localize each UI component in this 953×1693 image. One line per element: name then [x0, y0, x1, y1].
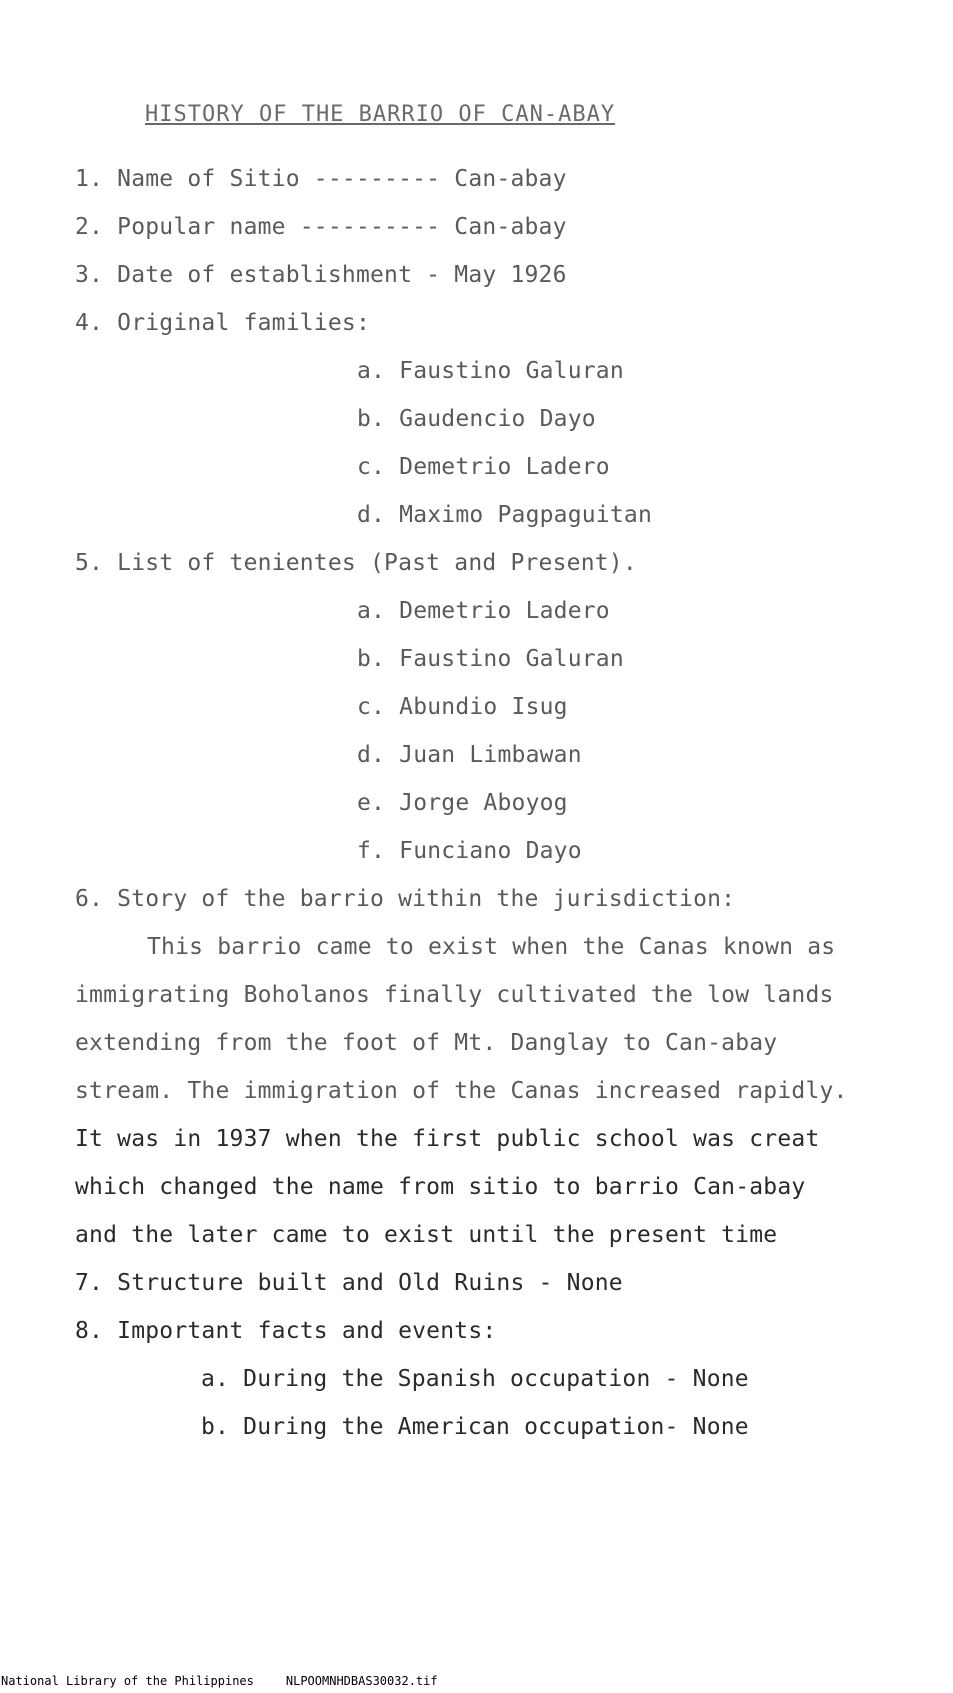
item-date-of-establishment: 3. Date of establishment - May 1926	[75, 262, 567, 288]
teniente-e: e. Jorge Aboyog	[357, 790, 568, 816]
story-line-5: It was in 1937 when the first public school was creat	[75, 1126, 820, 1152]
teniente-f: f. Funciano Dayo	[357, 838, 582, 864]
story-line-3: extending from the foot of Mt. Danglay to Can-abay	[75, 1030, 778, 1056]
scan-footer	[0, 1674, 953, 1688]
event-spanish-occupation: a. During the Spanish occupation - None	[201, 1366, 749, 1392]
item-original-families: 4. Original families:	[75, 310, 370, 336]
item-story-of-barrio: 6. Story of the barrio within the jurisdiction:	[75, 886, 736, 912]
family-b: b. Gaudencio Dayo	[357, 406, 596, 432]
footer-library: National Library of the Philippines	[1, 1674, 254, 1688]
item-structures-and-ruins: 7. Structure built and Old Ruins - None	[75, 1270, 623, 1296]
story-line-4: stream. The immigration of the Canas increased rapidly.	[75, 1078, 848, 1104]
item-popular-name: 2. Popular name ---------- Can-abay	[75, 214, 567, 240]
story-line-1: This barrio came to exist when the Canas known as	[147, 934, 836, 960]
item-important-facts: 8. Important facts and events:	[75, 1318, 497, 1344]
teniente-c: c. Abundio Isug	[357, 694, 568, 720]
story-line-2: immigrating Boholanos finally cultivated the low lands	[75, 982, 834, 1008]
family-d: d. Maximo Pagpaguitan	[357, 502, 652, 528]
teniente-b: b. Faustino Galuran	[357, 646, 624, 672]
footer-filename: NLPOOMNHDBAS30032.tif	[285, 1674, 438, 1688]
story-line-7: and the later came to exist until the present time	[75, 1222, 778, 1248]
story-line-6: which changed the name from sitio to barrio Can-abay	[75, 1174, 806, 1200]
document-title: HISTORY OF THE BARRIO OF CAN-ABAY	[145, 102, 616, 127]
event-american-occupation: b. During the American occupation- None	[201, 1414, 749, 1440]
teniente-d: d. Juan Limbawan	[357, 742, 582, 768]
family-c: c. Demetrio Ladero	[357, 454, 610, 480]
family-a: a. Faustino Galuran	[357, 358, 624, 384]
item-name-of-sitio: 1. Name of Sitio --------- Can-abay	[75, 166, 567, 192]
item-list-of-tenientes: 5. List of tenientes (Past and Present).	[75, 550, 637, 576]
teniente-a: a. Demetrio Ladero	[357, 598, 610, 624]
